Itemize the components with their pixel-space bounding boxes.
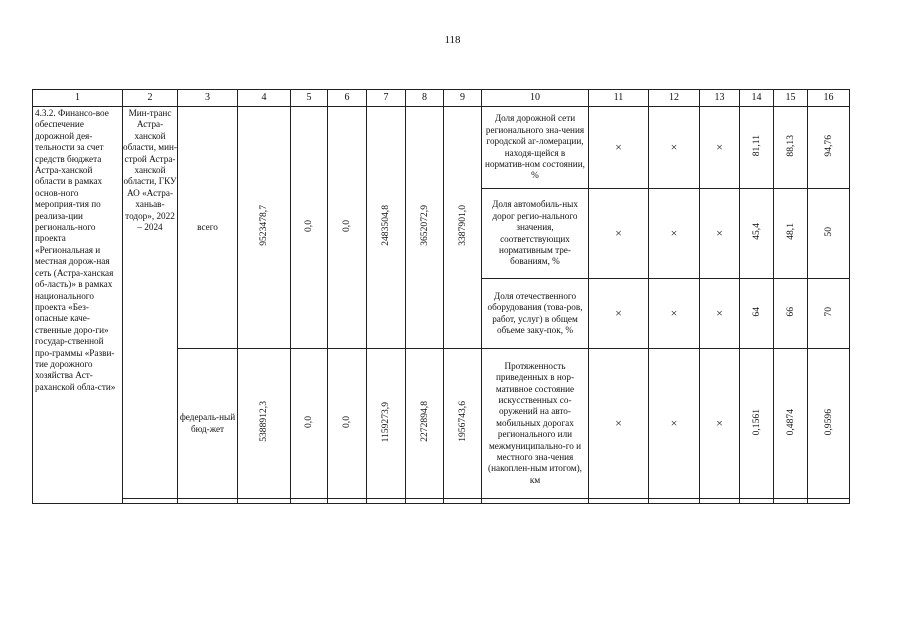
empty-cell (808, 499, 850, 504)
indicator-value: × (649, 279, 700, 349)
empty-cell (482, 499, 589, 504)
header-cell: 13 (700, 90, 740, 107)
indicator-value: 0,4874 (784, 408, 796, 435)
indicator-value: × (649, 189, 700, 279)
indicator-value: × (649, 349, 700, 499)
indicator-value: 48,1 (784, 223, 796, 241)
value-cell (291, 107, 328, 349)
header-cell: 6 (328, 90, 367, 107)
empty-cell (740, 499, 774, 504)
indicator-value: 64 (750, 307, 762, 317)
amount: 2483504,8 (380, 205, 392, 247)
amount: 0,0 (303, 219, 315, 232)
indicator-value: 66 (784, 307, 796, 317)
empty-cell (589, 499, 649, 504)
header-cell: 2 (123, 90, 178, 107)
header-cell: 16 (808, 90, 850, 107)
header-cell: 1 (33, 90, 123, 107)
indicator-value: × (700, 107, 740, 189)
empty-cell (238, 499, 291, 504)
indicator-name: Протяженность приведенных в нор-мативное состояние искусственных со-оружений на авто-мобильных дорогах регионального или межмуниципально-го и местного зна-чения (накоплен-ным итогом), км (482, 349, 589, 499)
value-cell (367, 107, 406, 349)
indicator-value: 70 (822, 307, 834, 317)
indicator-value: × (589, 107, 649, 189)
total-amount: 5388912,3 (258, 401, 270, 443)
indicator-value: 45,4 (750, 223, 762, 241)
amount: 1159273,9 (380, 401, 392, 442)
responsible-executor: Мин-транс Астра-ханской области, мин-строй Астра-ханской области, ГКУ АО «Астра-ханьав-тодор», 2022 – 2024 (123, 107, 178, 499)
indicator-value: × (700, 189, 740, 279)
document-table (32, 89, 850, 504)
value-cell (406, 107, 444, 349)
value-cell (444, 107, 482, 349)
header-cell: 15 (774, 90, 808, 107)
empty-cell (328, 499, 367, 504)
table-row (33, 499, 850, 504)
funding-source: федераль-ный бюд-жет (178, 349, 238, 499)
indicator-name: Доля отечественного оборудования (това-ров, работ, услуг) в общем объеме заку-пок, % (482, 279, 589, 349)
empty-cell (291, 499, 328, 504)
header-cell: 8 (406, 90, 444, 107)
indicator-value: × (700, 349, 740, 499)
empty-cell (123, 499, 178, 504)
amount: 3652072,9 (418, 205, 430, 247)
header-cell: 12 (649, 90, 700, 107)
indicator-value: × (589, 189, 649, 279)
indicator-value: 0,1561 (750, 408, 762, 435)
amount: 0,0 (303, 415, 315, 428)
header-cell: 14 (740, 90, 774, 107)
empty-cell (700, 499, 740, 504)
empty-cell (367, 499, 406, 504)
amount: 0,0 (341, 415, 353, 428)
indicator-value: 81,11 (750, 135, 762, 157)
amount: 2272894,8 (418, 401, 430, 443)
table-row (33, 107, 850, 189)
empty-cell (649, 499, 700, 504)
measure-name: 4.3.2. Финансо-вое обеспечение дорожной дея-тельности за счет средств бюджета Астра-ханской области в рамках основ-ного мероприя-тия по реализа-ции региональ-ного проекта «Региональная и местная дорож-ная сеть (Астра-ханская об-ласть)» в рамках национального проекта «Без-опасные каче-ственные доро-ги» государ-ственной про-граммы «Разви-тие дорожного хозяйства Аст-раханской обла-сти» (33, 107, 123, 504)
funding-source: всего (178, 107, 238, 349)
amount: 3387901,0 (456, 205, 468, 247)
header-cell: 11 (589, 90, 649, 107)
amount: 1956743,6 (456, 401, 468, 443)
header-cell: 3 (178, 90, 238, 107)
indicator-value: 88,13 (784, 135, 796, 157)
empty-cell (406, 499, 444, 504)
header-cell: 9 (444, 90, 482, 107)
header-cell: 10 (482, 90, 589, 107)
value-cell (238, 107, 291, 349)
header-cell: 4 (238, 90, 291, 107)
indicator-value: 50 (822, 227, 834, 237)
indicator-value: × (589, 349, 649, 499)
header-cell: 7 (367, 90, 406, 107)
amount: 0,0 (341, 219, 353, 232)
header-cell: 5 (291, 90, 328, 107)
empty-cell (444, 499, 482, 504)
header-row (33, 90, 850, 107)
indicator-name: Доля автомобиль-ных дорог регио-нального значения, соответствующих нормативным тре-бованиям, % (482, 189, 589, 279)
indicator-value: 94,76 (822, 135, 834, 157)
page-number: 118 (444, 34, 461, 46)
indicator-name: Доля дорожной сети регионального зна-чения городской аг-ломерации, находя-щейся в норматив-ном состоянии, % (482, 107, 589, 189)
empty-cell (774, 499, 808, 504)
indicator-value: 0,9596 (822, 408, 834, 435)
empty-cell (178, 499, 238, 504)
indicator-value: × (700, 279, 740, 349)
total-amount: 9523478,7 (258, 205, 270, 247)
indicator-value: × (649, 107, 700, 189)
indicator-value: × (589, 279, 649, 349)
value-cell (328, 107, 367, 349)
